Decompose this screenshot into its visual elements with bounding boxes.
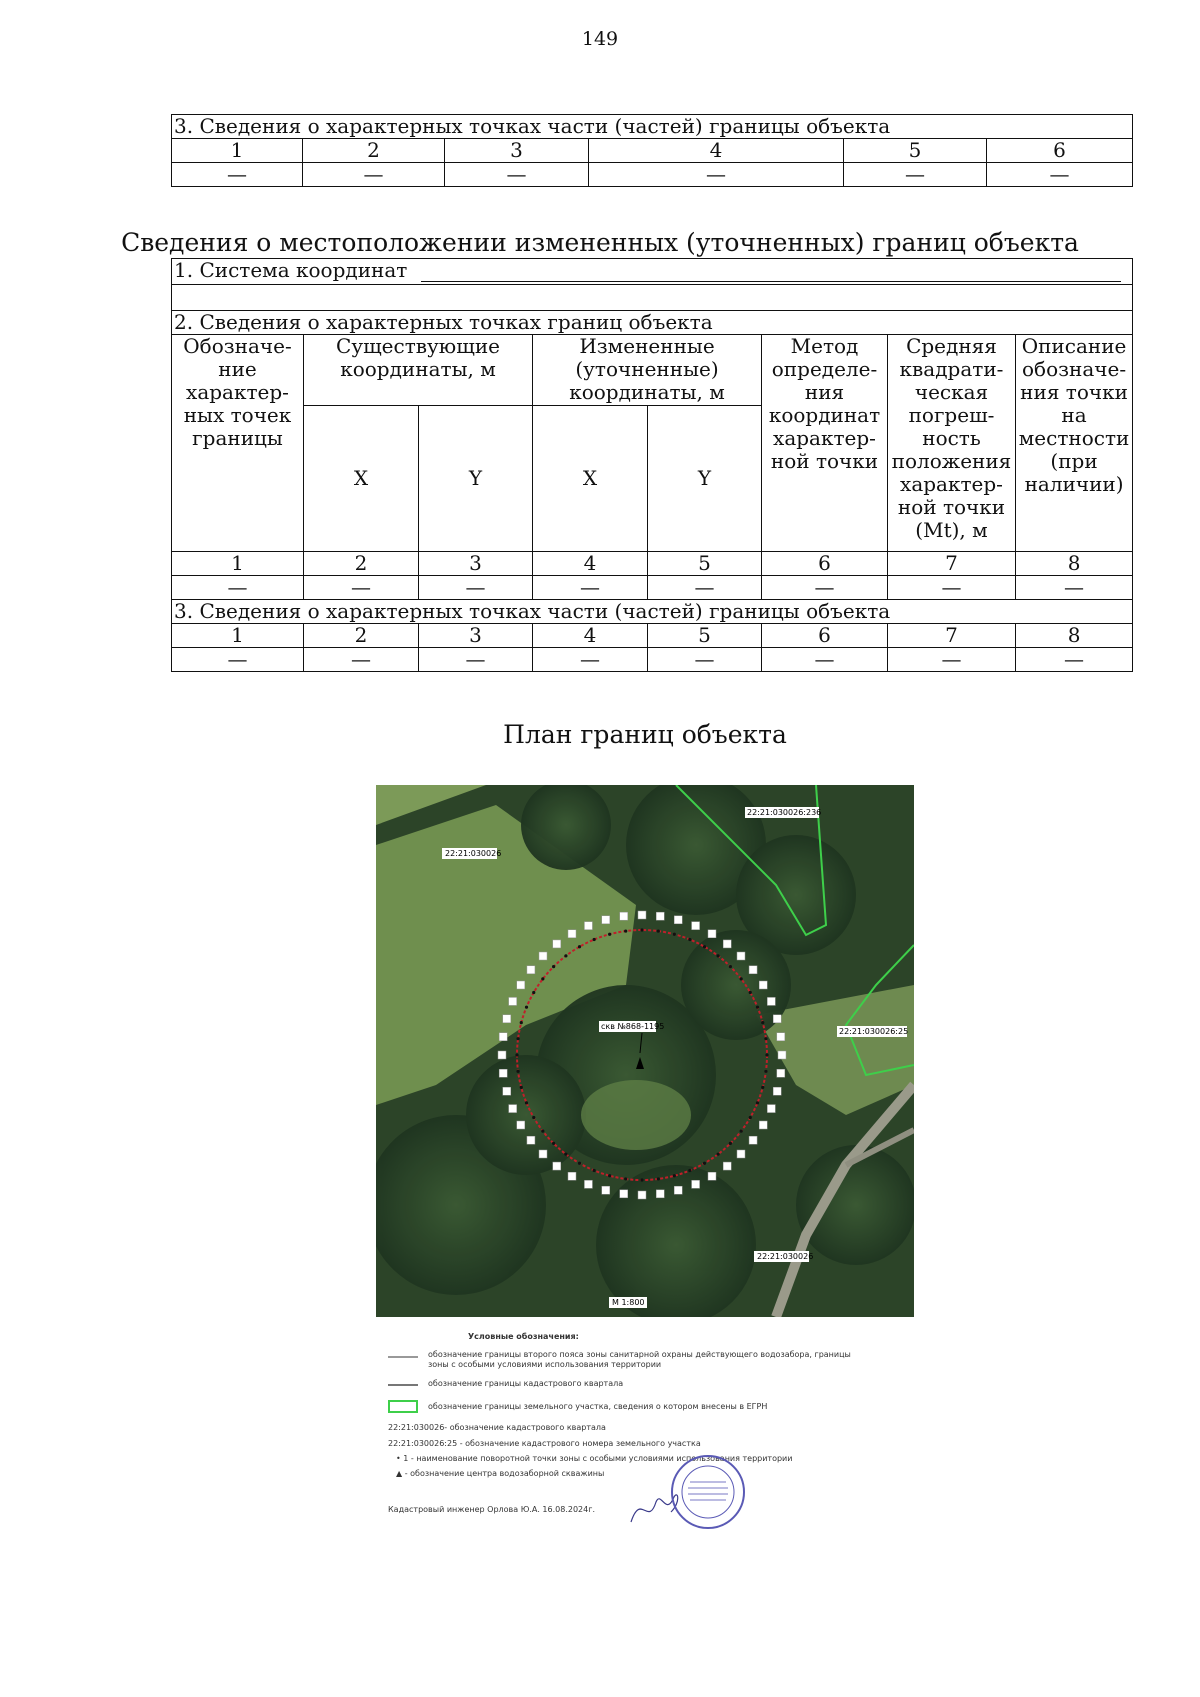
legend-item-zone: обозначение границы второго пояса зоны санитарной охраны действующего водозабора, границы зоны с особыми условиями использования территории xyxy=(428,1350,851,1369)
header-existing-x: X xyxy=(304,406,419,552)
turning-point-label xyxy=(602,916,610,924)
dash-cell: — xyxy=(888,576,1016,600)
turning-point-label xyxy=(749,966,757,974)
turning-point xyxy=(525,1006,528,1009)
turning-point xyxy=(688,1169,691,1172)
turning-point xyxy=(640,928,643,931)
turning-point xyxy=(749,991,752,994)
col-number: 3 xyxy=(419,552,533,576)
map-legend xyxy=(388,1332,908,1562)
header-existing-y: Y xyxy=(419,406,533,552)
col-number: 6 xyxy=(762,624,888,648)
turning-point xyxy=(593,938,596,941)
dash-cell: — xyxy=(533,648,648,672)
coord-system-label: 1. Система координат xyxy=(174,258,408,282)
turning-point xyxy=(593,1169,596,1172)
col-number: 1 xyxy=(172,552,304,576)
col-number: 3 xyxy=(445,139,589,163)
col-number: 2 xyxy=(303,139,445,163)
parts-table-title: 3. Сведения о характерных точках части (частей) границы объекта xyxy=(172,115,1133,139)
dash-cell: — xyxy=(304,648,419,672)
turning-point-label xyxy=(708,930,716,938)
turning-point-label xyxy=(553,940,561,948)
map-label-well: скв №868-1195 xyxy=(601,1022,665,1031)
turning-point-label xyxy=(498,1051,506,1059)
turning-point xyxy=(729,1142,732,1145)
header-changed: Измененные (уточненные) координаты, м xyxy=(533,335,762,406)
turning-point-label xyxy=(778,1051,786,1059)
turning-point xyxy=(608,1174,611,1177)
legend-swatch-parcel xyxy=(388,1400,418,1413)
dash-cell: — xyxy=(304,576,419,600)
turning-point-label xyxy=(656,1190,664,1198)
turning-point xyxy=(761,1021,764,1024)
header-existing: Существующие координаты, м xyxy=(304,335,533,406)
col-number: 7 xyxy=(888,552,1016,576)
turning-point-label xyxy=(708,1172,716,1180)
turning-point-label xyxy=(777,1033,785,1041)
legend-item-quarter-code: 22:21:030026- обозначение кадастрового квартала xyxy=(388,1423,606,1432)
turning-point-label xyxy=(692,1180,700,1188)
turning-point xyxy=(729,965,732,968)
turning-point xyxy=(541,977,544,980)
turning-point-label xyxy=(638,911,646,919)
col-number: 1 xyxy=(172,139,303,163)
dash-cell: — xyxy=(1016,648,1133,672)
dash-cell: — xyxy=(762,648,888,672)
dash-cell: — xyxy=(648,648,762,672)
dash-cell: — xyxy=(172,576,304,600)
legend-item-parcel-code: 22:21:030026:25 - обозначение кадастрового номера земельного участка xyxy=(388,1439,701,1448)
turning-point xyxy=(520,1086,523,1089)
legend-swatch-quarter xyxy=(388,1384,418,1386)
turning-point-label xyxy=(749,1136,757,1144)
turning-point-label xyxy=(620,912,628,920)
turning-point-label xyxy=(602,1186,610,1194)
turning-point xyxy=(673,933,676,936)
turning-point xyxy=(608,933,611,936)
header-changed-y: Y xyxy=(648,406,762,552)
turning-point-label xyxy=(759,1121,767,1129)
map-label-parcel-top: 22:21:030026:236 xyxy=(747,808,822,817)
turning-point-label xyxy=(737,952,745,960)
turning-point-label xyxy=(773,1015,781,1023)
col-number: 6 xyxy=(987,139,1133,163)
dash-cell: — xyxy=(172,648,304,672)
boundary-plan-map xyxy=(376,785,914,1317)
turning-point xyxy=(578,1162,581,1165)
turning-point xyxy=(532,1116,535,1119)
turning-point-label xyxy=(517,981,525,989)
col-number: 2 xyxy=(304,552,419,576)
turning-point xyxy=(564,954,567,957)
turning-point-label xyxy=(638,1191,646,1199)
legend-swatch-zone xyxy=(388,1356,418,1358)
col-number: 1 xyxy=(172,624,304,648)
turning-point-label xyxy=(509,997,517,1005)
turning-point-label xyxy=(527,966,535,974)
turning-point-label xyxy=(568,1172,576,1180)
turning-point xyxy=(541,1129,544,1132)
dash-cell: — xyxy=(303,163,445,187)
header-error: Средняя квадрати-ческая погреш-ность положения характер-ной точки (Mt), м xyxy=(888,335,1016,552)
col-number: 7 xyxy=(888,624,1016,648)
turning-point-label xyxy=(503,1087,511,1095)
changed-boundaries-table xyxy=(171,258,1133,672)
turning-point xyxy=(624,1177,627,1180)
turning-point-label xyxy=(517,1121,525,1129)
header-changed-x: X xyxy=(533,406,648,552)
turning-point-label xyxy=(584,922,592,930)
legend-item-quarter: обозначение границы кадастрового квартала xyxy=(428,1379,624,1388)
turning-point xyxy=(764,1037,767,1040)
parts-title: 3. Сведения о характерных точках части (частей) границы объекта xyxy=(172,600,1133,624)
dash-cell: — xyxy=(445,163,589,187)
dash-cell: — xyxy=(1016,576,1133,600)
map-label-scale: М 1:800 xyxy=(612,1298,645,1307)
map-label-quarter-top: 22:21:030026 xyxy=(445,849,502,858)
dash-cell: — xyxy=(888,648,1016,672)
turning-point-label xyxy=(767,1105,775,1113)
turning-point xyxy=(756,1006,759,1009)
turning-point xyxy=(640,1178,643,1181)
turning-point xyxy=(673,1174,676,1177)
turning-point xyxy=(749,1116,752,1119)
turning-point xyxy=(716,1153,719,1156)
points-title: 2. Сведения о характерных точках границ объекта xyxy=(172,311,1133,335)
map-label-parcel-right: 22:21:030026:25 xyxy=(839,1027,909,1036)
turning-point xyxy=(657,929,660,932)
turning-point-label xyxy=(539,1150,547,1158)
col-number: 8 xyxy=(1016,552,1133,576)
turning-point xyxy=(516,1037,519,1040)
dash-cell: — xyxy=(419,648,533,672)
turning-point-label xyxy=(674,1186,682,1194)
col-number: 4 xyxy=(533,552,648,576)
turning-point xyxy=(525,1101,528,1104)
turning-point-label xyxy=(723,940,731,948)
col-number: 3 xyxy=(419,624,533,648)
col-number: 6 xyxy=(762,552,888,576)
turning-point xyxy=(756,1101,759,1104)
turning-point-label xyxy=(759,981,767,989)
turning-point-label xyxy=(674,916,682,924)
dash-cell: — xyxy=(987,163,1133,187)
turning-point xyxy=(532,991,535,994)
turning-point xyxy=(657,1177,660,1180)
parts-table-top xyxy=(171,114,1133,187)
turning-point xyxy=(716,954,719,957)
turning-point-label xyxy=(620,1190,628,1198)
turning-point xyxy=(703,945,706,948)
map-label-quarter-bottom: 22:21:030026 xyxy=(757,1252,814,1261)
empty-row xyxy=(172,285,1133,311)
turning-point xyxy=(515,1053,518,1056)
legend-item-well: ▲ - обозначение центра водозаборной скважины xyxy=(396,1469,605,1478)
page-number: 149 xyxy=(581,28,619,50)
coord-system-blank xyxy=(421,263,1121,282)
section-heading: Сведения о местоположении измененных (уточненных) границ объекта xyxy=(121,228,1079,257)
coord-system-row xyxy=(172,259,1133,285)
turning-point xyxy=(552,1142,555,1145)
header-description: Описание обозначе-ния точки на местности (при наличии) xyxy=(1016,335,1133,552)
legend-item-parcel: обозначение границы земельного участка, сведения о котором внесены в ЕГРН xyxy=(428,1402,768,1411)
turning-point xyxy=(688,938,691,941)
col-number: 5 xyxy=(648,624,762,648)
header-designation: Обозначе-ние характер-ных точек границы xyxy=(172,335,304,552)
col-number: 5 xyxy=(844,139,987,163)
turning-point-label xyxy=(767,997,775,1005)
turning-point xyxy=(624,929,627,932)
turning-point xyxy=(516,1070,519,1073)
col-number: 8 xyxy=(1016,624,1133,648)
dash-cell: — xyxy=(648,576,762,600)
turning-point-label xyxy=(773,1087,781,1095)
dash-cell: — xyxy=(172,163,303,187)
turning-point-label xyxy=(509,1105,517,1113)
legend-title: Условные обозначения: xyxy=(468,1332,579,1341)
turning-point xyxy=(764,1070,767,1073)
turning-point-label xyxy=(777,1069,785,1077)
dash-cell: — xyxy=(419,576,533,600)
turning-point-label xyxy=(737,1150,745,1158)
turning-point xyxy=(520,1021,523,1024)
turning-point xyxy=(761,1086,764,1089)
turning-point-label xyxy=(568,930,576,938)
plan-heading: План границ объекта xyxy=(503,720,787,749)
col-number: 4 xyxy=(589,139,844,163)
turning-point-label xyxy=(539,952,547,960)
turning-point-label xyxy=(553,1162,561,1170)
turning-point-label xyxy=(692,922,700,930)
dash-cell: — xyxy=(533,576,648,600)
turning-point-label xyxy=(527,1136,535,1144)
turning-point-label xyxy=(503,1015,511,1023)
turning-point xyxy=(552,965,555,968)
turning-point xyxy=(765,1053,768,1056)
dash-cell: — xyxy=(844,163,987,187)
col-number: 4 xyxy=(533,624,648,648)
turning-point xyxy=(578,945,581,948)
turning-point xyxy=(564,1153,567,1156)
col-number: 5 xyxy=(648,552,762,576)
turning-point-label xyxy=(723,1162,731,1170)
turning-point xyxy=(703,1162,706,1165)
turning-point xyxy=(740,1129,743,1132)
legend-item-point: • 1 - наименование поворотной точки зоны с особыми условиями использования территории xyxy=(396,1454,793,1463)
turning-point-label xyxy=(499,1069,507,1077)
dash-cell: — xyxy=(589,163,844,187)
turning-point-label xyxy=(584,1180,592,1188)
turning-point-label xyxy=(499,1033,507,1041)
dash-cell: — xyxy=(762,576,888,600)
engineer-seal xyxy=(668,1452,748,1532)
legend-signature-line: Кадастровый инженер Орлова Ю.А. 16.08.2024г. xyxy=(388,1505,595,1514)
header-method: Метод определе-ния координат характер-ной точки xyxy=(762,335,888,552)
turning-point xyxy=(740,977,743,980)
turning-point-label xyxy=(656,912,664,920)
col-number: 2 xyxy=(304,624,419,648)
